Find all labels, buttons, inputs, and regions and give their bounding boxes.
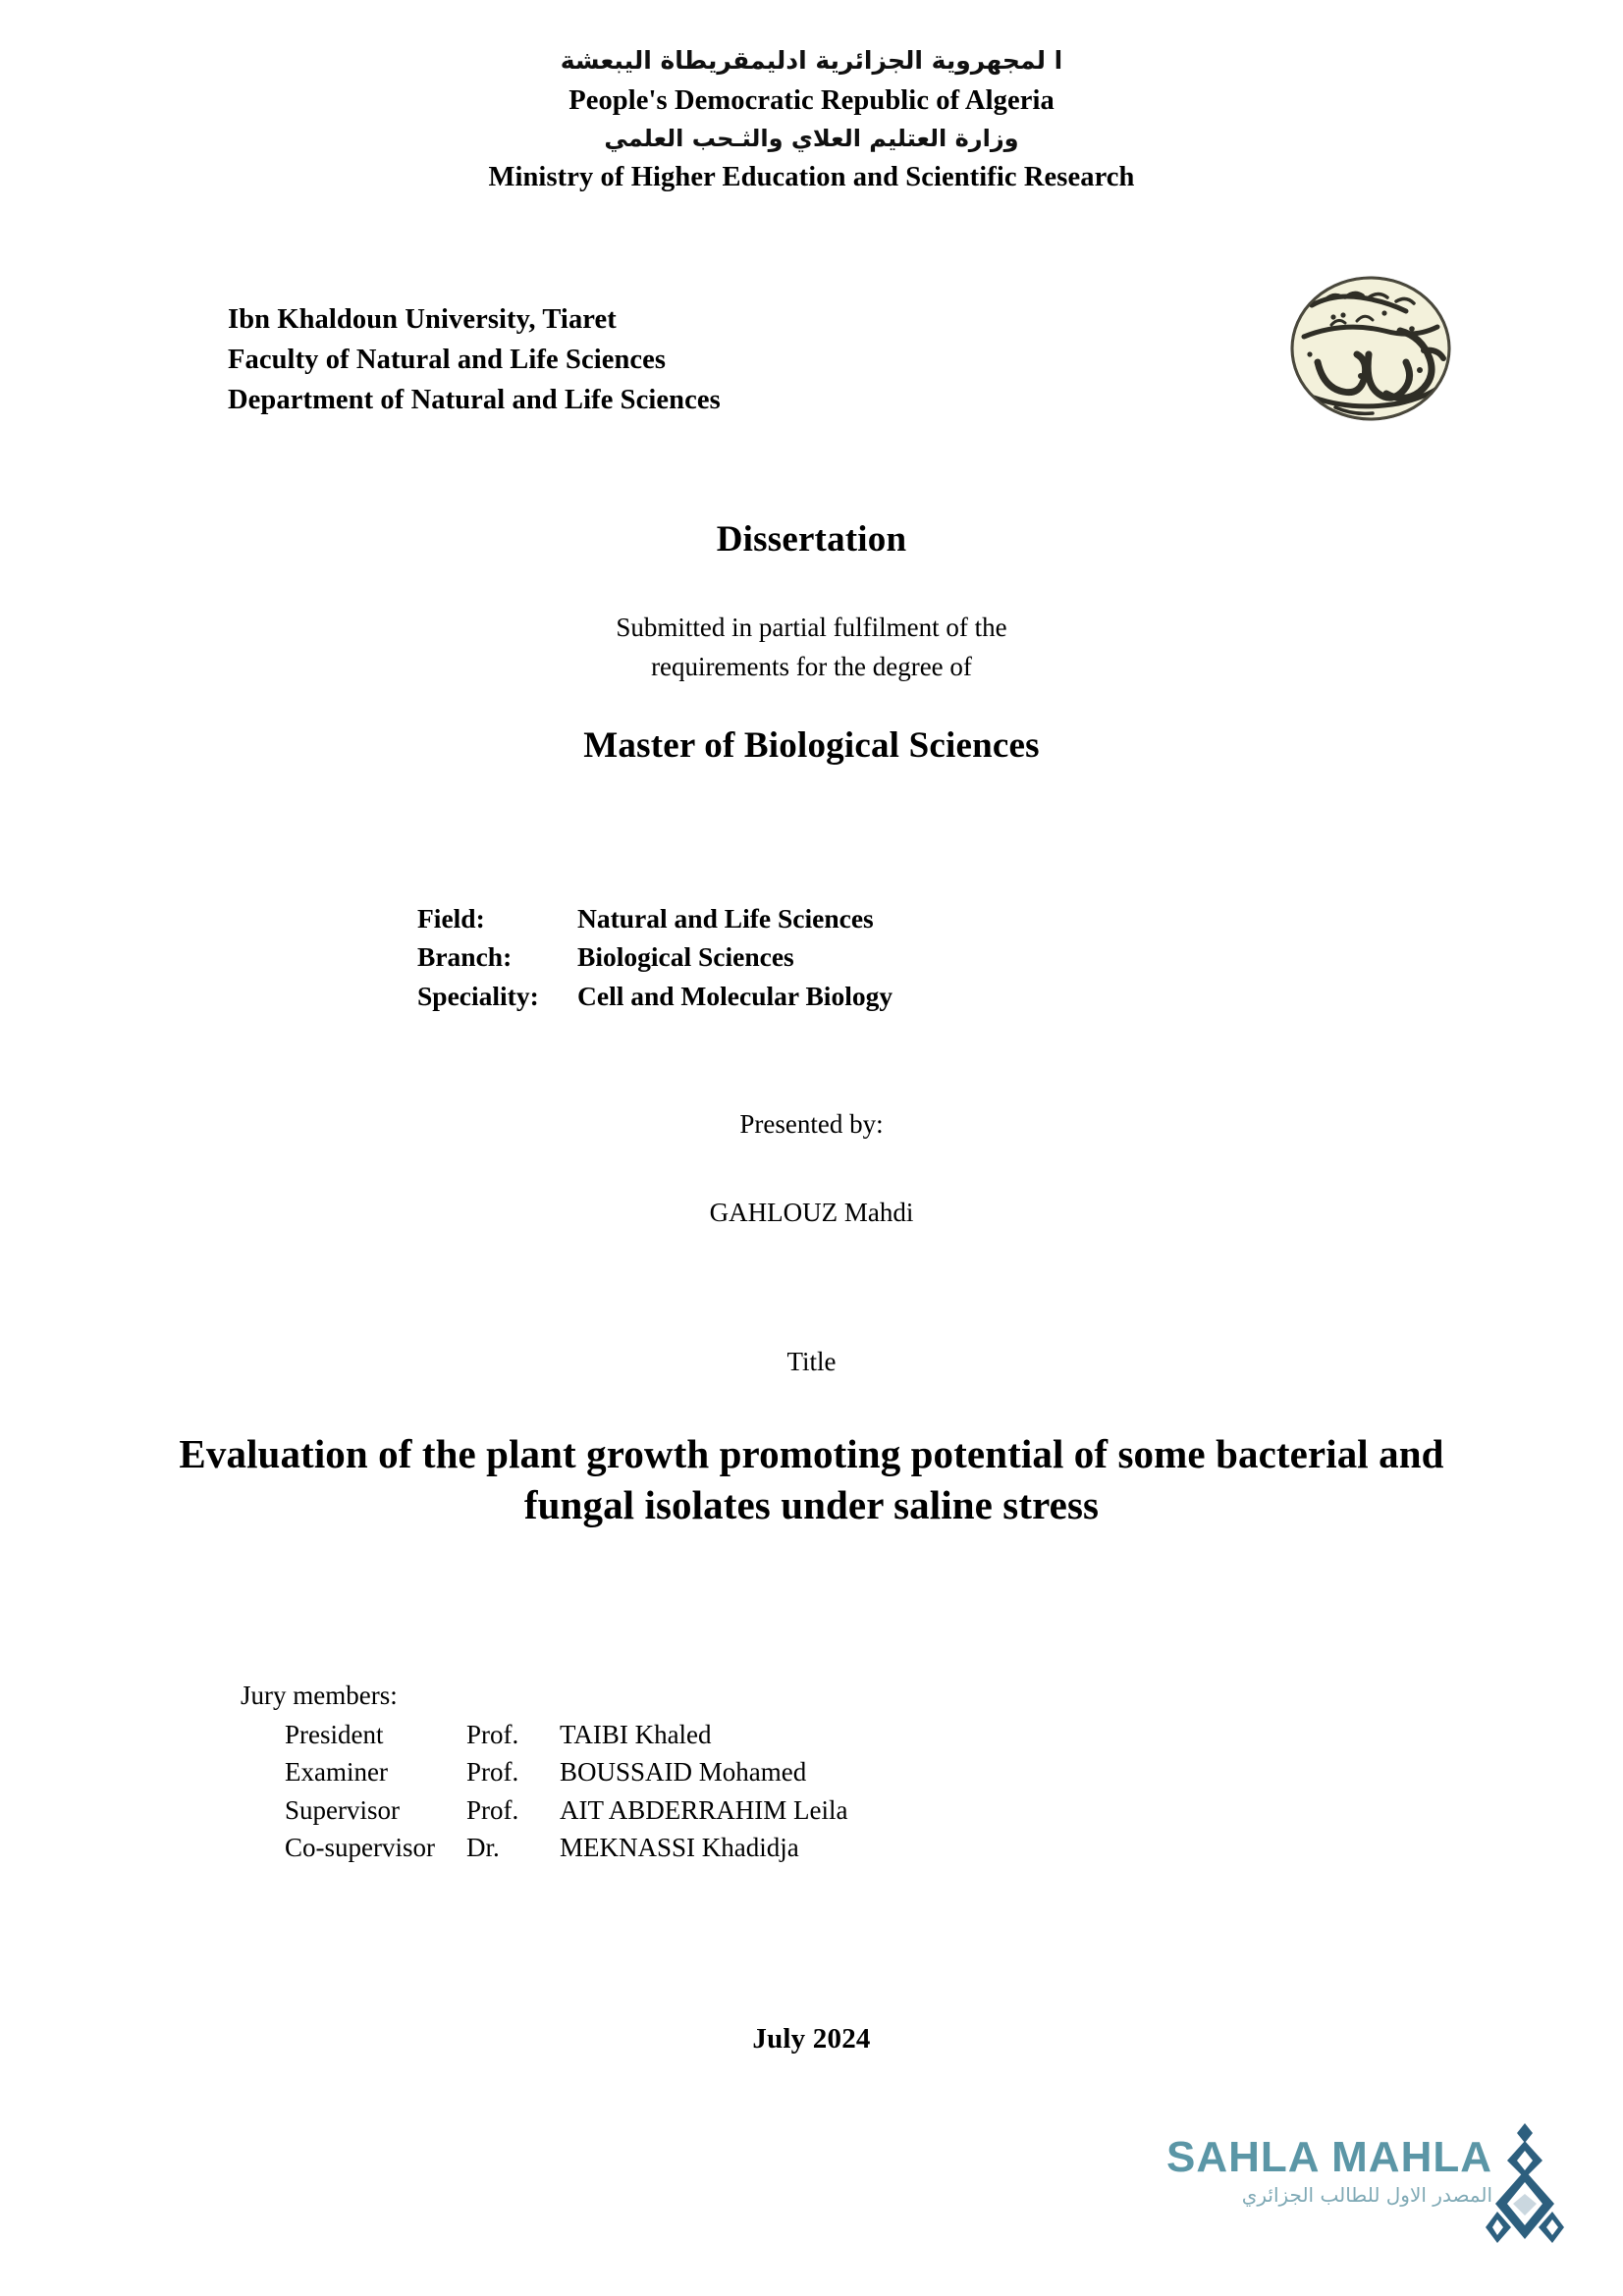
jury-heading: Jury members:: [241, 1681, 398, 1710]
jury-role: Supervisor: [285, 1794, 400, 1825]
title-label: Title: [786, 1347, 837, 1376]
sahla-mahla-watermark: [1154, 2135, 1576, 2263]
defense-date: July 2024: [752, 2023, 871, 2055]
specialization-row: [417, 977, 893, 1015]
jury-name: AIT ABDERRAHIM Leila: [560, 1794, 848, 1825]
jury-role: Co-supervisor: [285, 1832, 435, 1862]
field-value: Natural and Life Sciences: [577, 903, 874, 934]
specialization-row: [417, 899, 893, 937]
department-name: Department of Natural and Life Sciences: [228, 385, 721, 416]
national-header: [0, 43, 1623, 197]
degree-heading: Master of Biological Sciences: [583, 725, 1040, 766]
jury-row: [285, 1791, 847, 1829]
university-seal-icon: [1274, 260, 1467, 437]
specialization-block: [417, 899, 893, 1015]
document-type-heading: Dissertation: [716, 519, 907, 560]
jury-grade: Prof.: [466, 1794, 519, 1825]
jury-block: [241, 1681, 847, 1866]
specialization-row: [417, 937, 893, 976]
jury-row: [285, 1716, 847, 1753]
watermark-text-group: [1154, 2135, 1492, 2207]
branch-label: Branch:: [417, 941, 513, 973]
jury-name: MEKNASSI Khadidja: [560, 1832, 799, 1862]
jury-role: Examiner: [285, 1757, 388, 1788]
thesis-title-line-1: Evaluation of the plant growth promoting potential of some: [179, 1431, 1206, 1476]
submission-statement: [0, 609, 1623, 687]
faculty-name: Faculty of Natural and Life Sciences: [228, 345, 667, 376]
watermark-brand-name: SAHLA MAHLA: [1166, 2133, 1492, 2181]
jury-row: [285, 1829, 847, 1866]
thesis-title-line-2: bacterial and fungal isolates under saline stress: [523, 1431, 1444, 1528]
thesis-title: [164, 1428, 1460, 1530]
submission-line-2: requirements for the degree of: [651, 651, 972, 681]
watermark-tagline: المصدر الاول للطالب الجزائري: [1241, 2182, 1492, 2207]
presented-by-label: Presented by:: [739, 1109, 884, 1139]
speciality-label: Speciality:: [417, 980, 539, 1011]
submission-line-1: Submitted in partial fulfilment of the: [616, 613, 1007, 642]
jury-role: President: [285, 1720, 384, 1749]
jury-grade: Dr.: [466, 1832, 500, 1862]
author-name: GAHLOUZ Mahdi: [709, 1198, 914, 1227]
sahla-mahla-diamond-icon: [1478, 2121, 1572, 2247]
english-ministry-line: Ministry of Higher Education and Scientific Research: [488, 162, 1135, 193]
institution-block: [228, 299, 721, 420]
jury-name: TAIBI Khaled: [560, 1720, 712, 1749]
branch-value: Biological Sciences: [577, 941, 794, 973]
jury-grade: Prof.: [466, 1757, 519, 1788]
jury-grade: Prof.: [466, 1720, 519, 1749]
arabic-republic-line: ا لمجهروية الجزائرية ادليمقريطاة اليبعشة: [560, 46, 1063, 75]
jury-list: [285, 1716, 847, 1866]
english-republic-line: People's Democratic Republic of Algeria: [568, 84, 1055, 116]
university-name: Ibn Khaldoun University, Tiaret: [228, 304, 617, 335]
speciality-value: Cell and Molecular Biology: [577, 980, 893, 1011]
field-label: Field:: [417, 903, 485, 934]
arabic-ministry-line: وزارة العتليم العلاي والثـحب العلمي: [604, 125, 1019, 153]
jury-row: [285, 1753, 847, 1790]
jury-name: BOUSSAID Mohamed: [560, 1757, 807, 1788]
